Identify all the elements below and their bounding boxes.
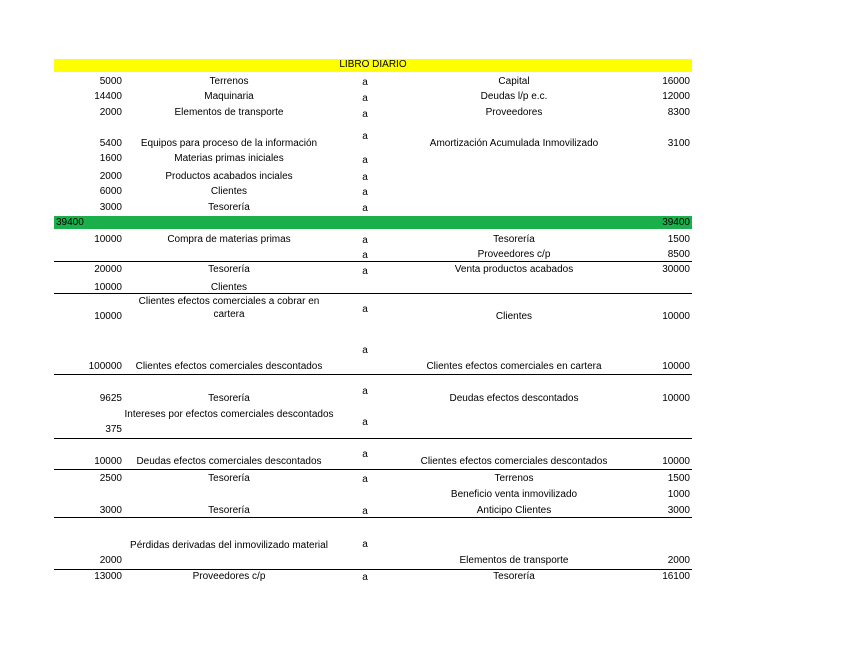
debit-amount: 100000 bbox=[88, 361, 122, 372]
credit-amount: 3000 bbox=[667, 505, 690, 516]
credit-amount: 1500 bbox=[667, 473, 690, 484]
credit-account: Tesorería bbox=[493, 234, 535, 245]
credit-account: Terrenos bbox=[494, 473, 534, 484]
debit-amount: 9625 bbox=[99, 393, 122, 404]
a-connector: a bbox=[362, 235, 368, 246]
separator bbox=[54, 438, 692, 439]
separator bbox=[54, 569, 692, 570]
credit-account: Capital bbox=[498, 76, 530, 87]
credit-account: Deudas efectos descontados bbox=[449, 393, 579, 404]
a-connector: a bbox=[362, 109, 368, 120]
a-connector: a bbox=[362, 172, 368, 183]
debit-account: Equipos para proceso de la información bbox=[140, 138, 318, 149]
debit-amount: 20000 bbox=[94, 264, 122, 275]
debit-account: Pérdidas derivadas del inmovilizado material bbox=[130, 540, 328, 551]
a-connector: a bbox=[362, 345, 368, 356]
debit-amount: 13000 bbox=[94, 571, 122, 582]
a-connector: a bbox=[362, 266, 368, 277]
debit-account: Proveedores c/p bbox=[192, 571, 266, 582]
credit-amount: 1000 bbox=[667, 489, 690, 500]
debit-account: Compra de materias primas bbox=[167, 234, 291, 245]
total-band bbox=[54, 216, 692, 229]
a-connector: a bbox=[362, 203, 368, 214]
debit-amount: 2000 bbox=[99, 555, 122, 566]
credit-amount: 10000 bbox=[662, 311, 690, 322]
debit-amount: 3000 bbox=[99, 505, 122, 516]
separator bbox=[54, 517, 692, 518]
a-connector: a bbox=[362, 187, 368, 198]
debit-account: Tesorería bbox=[208, 264, 250, 275]
a-connector: a bbox=[362, 449, 368, 460]
debit-amount: 10000 bbox=[94, 234, 122, 245]
credit-amount: 1500 bbox=[667, 234, 690, 245]
credit-amount: 16000 bbox=[662, 76, 690, 87]
credit-account: Clientes efectos comerciales en cartera bbox=[426, 361, 602, 372]
credit-amount: 8300 bbox=[667, 107, 690, 118]
a-connector: a bbox=[362, 506, 368, 517]
credit-amount: 10000 bbox=[662, 361, 690, 372]
credit-amount: 16100 bbox=[662, 571, 690, 582]
debit-amount: 2000 bbox=[99, 171, 122, 182]
a-connector: a bbox=[362, 131, 368, 142]
credit-account: Venta productos acabados bbox=[454, 264, 574, 275]
debit-amount: 10000 bbox=[94, 311, 122, 322]
credit-account: Anticipo Clientes bbox=[476, 505, 552, 516]
debit-amount: 2500 bbox=[99, 473, 122, 484]
debit-account: Tesorería bbox=[208, 473, 250, 484]
debit-amount: 375 bbox=[105, 424, 122, 435]
credit-account: Amortización Acumulada Inmovilizado bbox=[429, 138, 599, 149]
debit-amount: 14400 bbox=[94, 91, 122, 102]
debit-account: Deudas efectos comerciales descontados bbox=[136, 456, 322, 467]
credit-amount: 10000 bbox=[662, 456, 690, 467]
debit-amount: 5400 bbox=[99, 138, 122, 149]
debit-amount: 10000 bbox=[94, 456, 122, 467]
debit-account: Clientes bbox=[210, 186, 248, 197]
separator bbox=[54, 469, 692, 470]
a-connector: a bbox=[362, 474, 368, 485]
credit-amount: 3100 bbox=[667, 138, 690, 149]
total-credit: 39400 bbox=[662, 217, 690, 228]
debit-amount: 10000 bbox=[94, 282, 122, 293]
debit-amount: 3000 bbox=[99, 202, 122, 213]
credit-account: Elementos de transporte bbox=[459, 555, 569, 566]
credit-account: Clientes efectos comerciales descontados bbox=[420, 456, 608, 467]
debit-account: Tesorería bbox=[208, 202, 250, 213]
debit-account: Clientes bbox=[210, 282, 248, 293]
a-connector: a bbox=[362, 304, 368, 315]
debit-account: Clientes efectos comerciales descontados bbox=[135, 361, 323, 372]
a-connector: a bbox=[362, 539, 368, 550]
credit-account: Proveedores c/p bbox=[477, 249, 551, 260]
separator bbox=[54, 261, 692, 262]
a-connector: a bbox=[362, 93, 368, 104]
credit-account: Tesorería bbox=[493, 571, 535, 582]
debit-account: Tesorería bbox=[208, 393, 250, 404]
debit-account: Tesorería bbox=[208, 505, 250, 516]
a-connector: a bbox=[362, 572, 368, 583]
debit-amount: 6000 bbox=[99, 186, 122, 197]
debit-account: Terrenos bbox=[209, 76, 249, 87]
debit-amount: 1600 bbox=[99, 153, 122, 164]
a-connector: a bbox=[362, 386, 368, 397]
a-connector: a bbox=[362, 155, 368, 166]
debit-account: Materias primas iniciales bbox=[174, 153, 284, 164]
credit-account: Beneficio venta inmovilizado bbox=[450, 489, 578, 500]
credit-amount: 8500 bbox=[667, 249, 690, 260]
credit-amount: 2000 bbox=[667, 555, 690, 566]
debit-account: Intereses por efectos comerciales descontados bbox=[124, 409, 334, 420]
a-connector: a bbox=[362, 77, 368, 88]
a-connector: a bbox=[362, 250, 368, 261]
credit-amount: 30000 bbox=[662, 264, 690, 275]
debit-amount: 2000 bbox=[99, 107, 122, 118]
debit-account: Elementos de transporte bbox=[174, 107, 284, 118]
credit-amount: 12000 bbox=[662, 91, 690, 102]
debit-account: Clientes efectos comerciales a cobrar en cartera bbox=[138, 296, 320, 320]
credit-account: Deudas l/p e.c. bbox=[480, 91, 548, 102]
total-debit: 39400 bbox=[56, 217, 84, 228]
page-title: LIBRO DIARIO bbox=[339, 59, 407, 70]
debit-amount: 5000 bbox=[99, 76, 122, 87]
credit-amount: 10000 bbox=[662, 393, 690, 404]
a-connector: a bbox=[362, 417, 368, 428]
credit-account: Clientes bbox=[495, 311, 533, 322]
debit-account: Productos acabados inciales bbox=[165, 171, 293, 182]
debit-account: Maquinaria bbox=[204, 91, 254, 102]
separator bbox=[54, 374, 692, 375]
credit-account: Proveedores bbox=[485, 107, 543, 118]
